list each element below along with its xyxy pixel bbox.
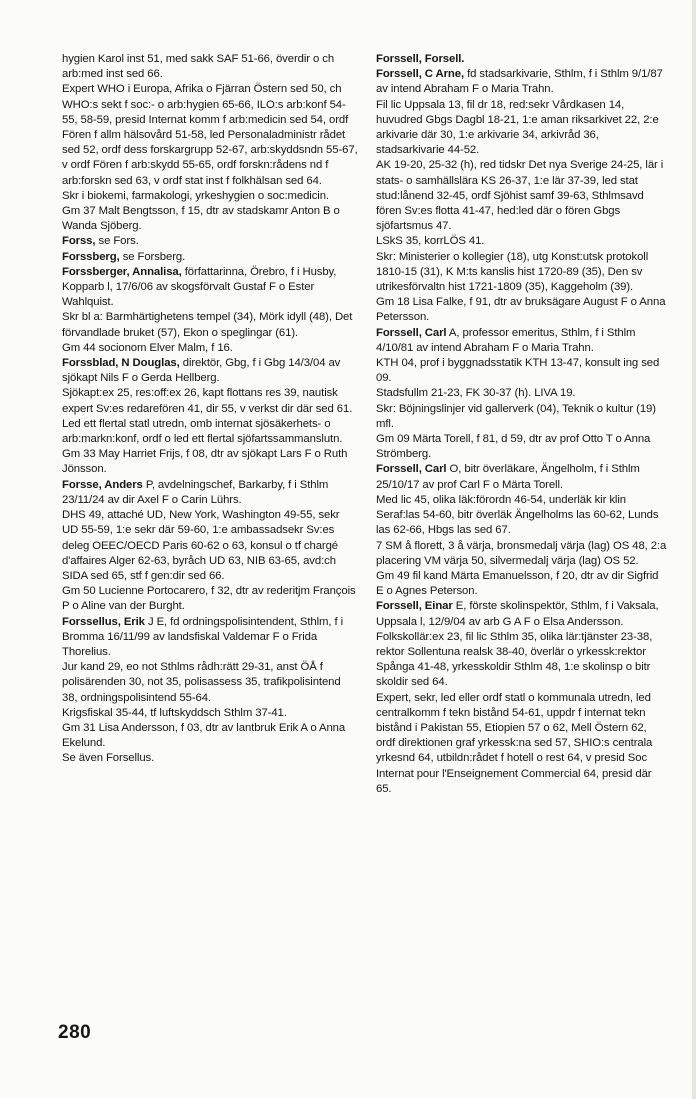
entry-paragraph (62, 706, 358, 721)
entry-text: Stadsfullm 21-23, FK 30-37 (h). LIVA 19. (376, 387, 576, 400)
entry-text: Gm 37 Malt Bengtsson, f 15, dtr av stadskamr Anton B o Wanda Sjöberg. (62, 205, 340, 233)
biography-entry (376, 67, 668, 325)
entry-text: Gm 09 Märta Torell, f 81, d 59, dtr av prof Otto T o Anna Strömberg. (376, 433, 651, 461)
page-number: 280 (58, 1022, 92, 1043)
entry-text: Gm 31 Lisa Andersson, f 03, dtr av lantbruk Erik A o Anna Ekelund. (62, 721, 346, 750)
entry-paragraph (62, 189, 358, 204)
entry-headword: Forssell, Carl (376, 463, 447, 476)
entry-text: Gm 33 May Harriet Frijs, f 08, dtr av sjökapt Lars F o Ruth Jönsson. (62, 448, 348, 476)
biography-entry (62, 356, 358, 478)
entry-text: Krigsfiskal 35-44, tf luftskyddsch Sthlm 37-41. (62, 706, 287, 719)
biography-entry (62, 250, 358, 265)
entry-paragraph (376, 493, 668, 539)
entry-paragraph (376, 432, 668, 462)
entry-text: Med lic 45, olika läk:förordn 46-54, underläk kir klin Seraf:las 54-60, bitr överläk Ängelholms las 60-62, Lunds las 62-66, Hbgs las sed 67. (376, 493, 659, 537)
entry-text: P, avdelningschef, Barkarby, f i Sthlm 23/11/24 av dir Axel F o Carin Lührs. (62, 478, 329, 506)
entry-text: Skr: Böjningslinjer vid gallerverk (04), Teknik o kultur (19) mfl. (376, 402, 656, 430)
entry-headword: Forssellus, Erik (62, 615, 145, 628)
entry-text: Skr bl a: Barmhärtighetens tempel (34), Mörk idyll (48), Det förvandlade bruket (57), Ekon o speglingar (61). (62, 311, 353, 339)
entry-headword: Forsse, Anders (62, 478, 143, 491)
entry-text: författarinna, Örebro, f i Husby, Kopparb l, 17/6/06 av skogsförvalt Gustaf F o Ester Wahlquist. (62, 265, 337, 309)
entry-text: Gm 44 socionom Elver Malm, f 16. (62, 341, 233, 354)
entry-paragraph (62, 721, 358, 751)
entry-heading-line (62, 234, 358, 249)
entry-headword: Forssberg, (62, 250, 120, 263)
entry-text: Fil lic Uppsala 13, fil dr 18, red:sekr Vårdkasen 14, huvudred Gbgs Dagbl 18-21, 1:e aman riksarkivet 22, 2:e arkivarie där 30, 1:e arkivarie 34, arkivråd 36, stadsarkivarie 44-52. (376, 98, 659, 157)
entry-text: Gm 50 Lucienne Portocarero, f 32, dtr av rederitjm François P o Aline van der Burght. (62, 585, 356, 613)
entry-paragraph (376, 250, 668, 296)
entry-paragraph (376, 98, 668, 159)
entry-text: hygien Karol inst 51, med sakk SAF 51-66, överdir o ch arb:med inst sed 66. (62, 53, 335, 81)
entry-headword: Forssell, Einar (376, 600, 453, 613)
entry-headword: Forssell, Forsell. (376, 53, 465, 65)
biography-entry (376, 326, 668, 463)
entry-text: Expert, sekr, led eller ordf statl o kommunala utredn, led centralkomm f tekn bistånd 54-61, uppdr f internat tekn bistånd i Pakistan 55, Etiopien 57 o 62, Mell Östern 62, ordf direktionen graf yrkessk:na sed 57, SHIO:s centrala yrkesnd 64, utbildn:rådet f hotell o rest 64, v presid Soc Internat pour l'Enseignement Commercial 64, presid där 65. (376, 691, 653, 795)
biography-entry (62, 478, 358, 615)
entry-heading-line (62, 478, 358, 508)
entry-heading-line (62, 615, 358, 661)
entry-paragraph (62, 417, 358, 447)
entry-text: 7 SM å florett, 3 å värja, bronsmedalj värja (lag) OS 48, 2:a placering VM värja 50, silvermedalj värja (lag) OS 52. (376, 539, 667, 567)
entry-headword: Forss, (62, 235, 96, 248)
entry-paragraph (376, 356, 668, 386)
entry-paragraph (62, 660, 358, 706)
entry-headword: Forssberger, Annalisa, (62, 265, 182, 278)
entry-text: fd stadsarkivarie, Sthlm, f i Sthlm 9/1/87 av intend Abraham F o Maria Trahn. (376, 68, 663, 96)
entry-paragraph (62, 204, 358, 234)
entry-heading-line (376, 326, 668, 356)
entry-paragraph (376, 569, 668, 599)
biography-entry (62, 265, 358, 356)
entry-text: Led ett flertal statl utredn, omb internat sjösäkerhets- o arb:markn:konf, ordf o led ett flertal sjöfartssammanslutn. (62, 417, 343, 446)
entry-heading-line (376, 599, 668, 629)
entry-text: Jur kand 29, eo not Sthlms rådh:rätt 29-31, anst ÖÅ f polisärenden 30, not 35, polisassess 35, trafikpolisintend 38, ordningspolisintend 55-64. (62, 661, 341, 704)
entry-paragraph (62, 386, 358, 416)
entry-text: Sjökapt:ex 25, res:off:ex 26, kapt flottans res 39, nautisk expert Sv:es redarefören 41, dir 55, v verkst dir där sed 61. (62, 387, 353, 415)
entry-text: Gm 18 Lisa Falke, f 91, dtr av bruksägare August F o Anna Petersson. (376, 296, 666, 324)
entry-paragraph (62, 447, 358, 477)
left-column (62, 52, 358, 767)
entry-heading-line (62, 250, 358, 265)
entry-paragraph (376, 234, 668, 249)
biography-entry (62, 615, 358, 767)
entry-text: Skr: Ministerier o kollegier (18), utg Konst:utsk protokoll 1810-15 (31), K M:ts kanslis hist 1720-89 (35), Den sv utrikesförvaltn hist 1721-1809 (35), Kaggeholm (39). (376, 250, 649, 294)
entry-text: J E, fd ordningspolisintendent, Sthlm, f i Bromma 16/11/99 av landsfiskal Valdemar F o Frida Thorelius. (62, 615, 344, 658)
entry-paragraph (376, 386, 668, 401)
entry-text: Se även Forsellus. (62, 752, 155, 765)
entry-text: direktör, Gbg, f i Gbg 14/3/04 av sjökapt Nils F o Gerda Hellberg. (62, 357, 341, 385)
entry-text: KTH 04, prof i byggnadsstatik KTH 13-47, konsult ing sed 09. (376, 357, 660, 385)
entry-paragraph (62, 52, 358, 82)
entry-text: Folkskollär:ex 23, fil lic Sthlm 35, olika lär:tjänster 23-38, rektor Sollentuna realsk 38-40, överlär o yrkessk:rektor Spånga 41-48, yrkesskoldir Sthlm 48, 1:e skolinsp o bitr skoldir sed 64. (376, 630, 653, 689)
entry-text: Expert WHO i Europa, Afrika o Fjärran Östern sed 50, ch WHO:s sekt f soc:- o arb:hygien 65-66, ILO:s arb:konf 54-55, 58-59, presid Internat komm f arb:medicin sed 54, ordf Fören f allm hälsovård 51-58, led Personaladministr rådet sed 52, ordf dess forskargrupp 52-67, arb:skyddsndn 55-67, v ordf Fören f arb:skydd 55-65, ordf forskn:rådens nd f arb:forskn sed 63, v ordf stat inst f folkhälsan sed 64. (62, 83, 358, 187)
entry-paragraph (376, 539, 668, 569)
entry-heading-line (376, 462, 668, 492)
entry-paragraph (62, 751, 358, 766)
entry-text: Gm 49 fil kand Märta Emanuelsson, f 20, dtr av dir Sigfrid E o Agnes Peterson. (376, 569, 659, 598)
entry-heading-line (376, 67, 668, 97)
entry-text: LSkS 35, korrLÖS 41. (376, 235, 485, 248)
entry-paragraph (376, 158, 668, 234)
entry-text: O, bitr överläkare, Ängelholm, f i Sthlm 25/10/17 av prof Carl F o Märta Torell. (376, 463, 640, 491)
entry-text: E, förste skolinspektör, Sthlm, f i Vaksala, Uppsala l, 12/9/04 av arb G A F o Elsa Andersson. (376, 600, 659, 628)
entry-text: DHS 49, attaché UD, New York, Washington 49-55, sekr UD 55-59, 1:e sekr där 59-60, 1:e ambassadsekr Sv:es deleg OEEC/OECD Paris 60-62 o 63, konsul o tf chargé d'affaires Alger 62-63, byråch UD 63, NIB 63-65, avd:ch SIDA sed 65, stf f gen:dir sed 66. (62, 509, 340, 582)
entry-paragraph (376, 691, 668, 797)
entry-paragraph (376, 630, 668, 691)
entry-paragraph (62, 310, 358, 340)
biography-entry (62, 234, 358, 249)
entry-headword: Forssblad, N Douglas, (62, 357, 180, 370)
entry-heading-line (62, 356, 358, 386)
entry-paragraph (62, 584, 358, 614)
entry-paragraph (376, 295, 668, 325)
entry-text: Skr i biokemi, farmakologi, yrkeshygien o soc:medicin. (62, 189, 329, 202)
entry-headword: Forssell, C Arne, (376, 68, 465, 81)
biography-entry (376, 52, 668, 67)
entry-text: se Fors. (98, 235, 139, 248)
biography-entry (62, 52, 358, 234)
entry-text: A, professor emeritus, Sthlm, f i Sthlm 4/10/81 av intend Abraham F o Maria Trahn. (376, 326, 636, 354)
right-column (376, 52, 668, 797)
entry-text: AK 19-20, 25-32 (h), red tidskr Det nya Sverige 24-25, lär i stats- o samhällslära KS 26-37, 1:e lär 37-39, led stat stud:lånend 32-45, ordf Sjöhist samf 39-63, Sthlmsavd fören Sv:es flotta 41-47, hed:led där o fören Gbgs sjöfartsmus 47. (376, 159, 664, 233)
page-edge (692, 0, 696, 1099)
entry-heading-line (62, 265, 358, 311)
biography-entry (376, 462, 668, 599)
entry-text: se Forsberg. (122, 250, 186, 263)
entry-paragraph (62, 508, 358, 584)
biography-entry (376, 599, 668, 797)
entry-headword: Forssell, Carl (376, 326, 447, 339)
entry-paragraph (62, 341, 358, 356)
entry-paragraph (376, 402, 668, 432)
entry-paragraph (62, 82, 358, 188)
